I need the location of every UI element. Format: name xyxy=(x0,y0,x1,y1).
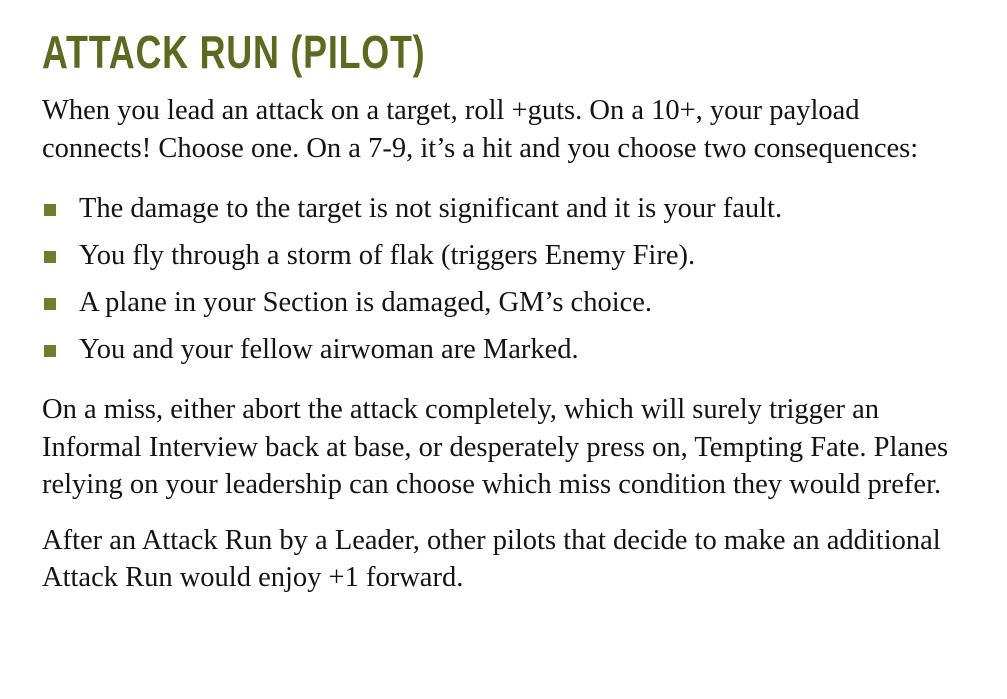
list-item xyxy=(42,326,972,373)
consequence-text: A plane in your Section is damaged, GM’s choice. xyxy=(79,287,653,318)
leader-paragraph: After an Attack Run by a Leader, other pilots that decide to make an additional Attack Run would enjoy +1 forward. xyxy=(42,524,941,593)
square-bullet-icon xyxy=(44,251,56,263)
consequence-text: The damage to the target is not significant and it is your fault. xyxy=(79,193,783,224)
square-bullet-icon xyxy=(44,298,56,310)
list-item xyxy=(42,232,972,279)
consequence-text: You and your fellow airwoman are Marked. xyxy=(79,334,579,365)
square-bullet-icon xyxy=(44,204,56,216)
square-bullet-icon xyxy=(44,345,56,357)
move-title: ATTACK RUN (PILOT) xyxy=(42,26,426,78)
list-item xyxy=(42,279,972,326)
consequence-text: You fly through a storm of flak (triggers Enemy Fire). xyxy=(79,240,696,271)
consequence-list xyxy=(42,185,972,373)
move-card xyxy=(42,24,972,597)
miss-paragraph: On a miss, either abort the attack completely, which will surely trigger an Informal Interview back at base, or desperately press on, Tempting Fate. Planes relying on your leadership can choose which miss condition they would prefer. xyxy=(42,394,949,500)
list-item xyxy=(42,185,972,232)
move-intro-paragraph: When you lead an attack on a target, roll +guts. On a 10+, your payload connects! Choose one. On a 7-9, it’s a hit and you choose two consequences: xyxy=(42,95,919,164)
